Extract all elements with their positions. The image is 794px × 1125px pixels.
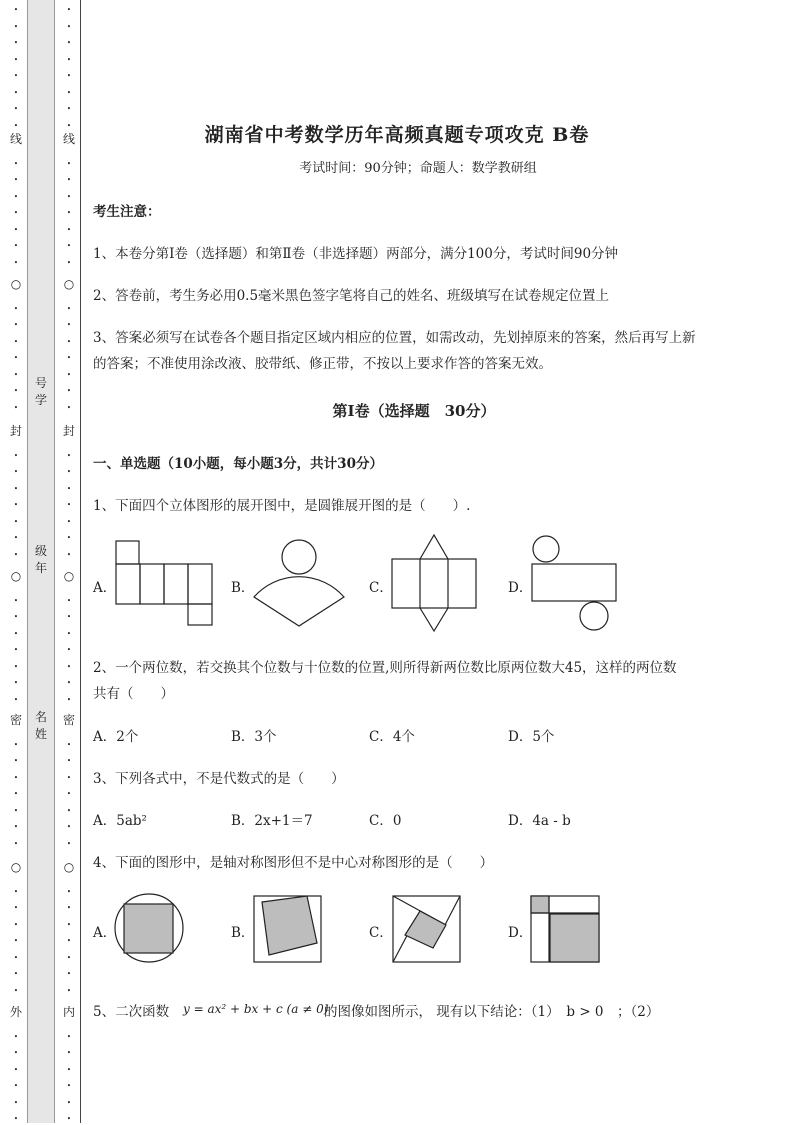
q5-stem: 5、二次函数 bbox=[93, 1004, 170, 1020]
notice-item-1: 1、本卷分第I卷（选择题）和第Ⅱ卷（非选择题）两部分，满分100分，考试时间90分钟 bbox=[93, 246, 619, 262]
binding-dot: • bbox=[13, 39, 19, 47]
binding-dot: • bbox=[13, 534, 19, 542]
q3-option-b[interactable]: B．2x+1＝7 bbox=[231, 813, 313, 829]
binding-dot: • bbox=[66, 321, 72, 329]
q4-figure-c bbox=[393, 896, 460, 962]
binding-dot: • bbox=[13, 88, 19, 97]
binding-label: 外 bbox=[9, 1005, 22, 1019]
q2-option-d[interactable]: D．5个 bbox=[508, 729, 555, 745]
binding-dot: • bbox=[13, 1032, 19, 1041]
binding-dot: • bbox=[66, 970, 72, 978]
binding-dot: • bbox=[13, 6, 19, 14]
binding-dot: • bbox=[66, 790, 72, 798]
binding-dot: • bbox=[66, 22, 72, 31]
binding-dot: • bbox=[13, 354, 19, 362]
binding-dot: • bbox=[66, 304, 72, 313]
q2-option-b[interactable]: B．3个 bbox=[231, 729, 277, 745]
binding-dot: • bbox=[13, 105, 19, 113]
binding-dot: • bbox=[66, 740, 72, 749]
binding-dot: • bbox=[66, 662, 72, 671]
q1-figure-b-cone-net bbox=[254, 540, 344, 626]
binding-dot: • bbox=[13, 629, 19, 638]
binding-dot: • bbox=[13, 403, 19, 412]
binding-dot: • bbox=[13, 986, 19, 995]
binding-dot: • bbox=[13, 1049, 19, 1057]
binding-dot: • bbox=[66, 550, 72, 559]
binding-label: ○ bbox=[10, 860, 22, 874]
binding-dot: • bbox=[13, 484, 19, 493]
binding-dot: • bbox=[13, 1115, 19, 1123]
binding-dot: • bbox=[13, 159, 19, 168]
binding-dot: • bbox=[13, 646, 19, 654]
binding-dot: • bbox=[13, 225, 19, 234]
binding-dot: • bbox=[66, 176, 72, 184]
q2-stem: 2、一个两位数，若交换其个位数与十位数的位置,则所得新两位数比原两位数大45，这样的两位数 bbox=[93, 660, 677, 676]
binding-label: 密 bbox=[62, 713, 75, 727]
binding-dot: • bbox=[13, 468, 19, 476]
binding-label: ○ bbox=[63, 277, 75, 291]
binding-dot: • bbox=[66, 904, 72, 912]
binding-dot: • bbox=[13, 953, 19, 962]
binding-dot: • bbox=[66, 613, 72, 621]
binding-dot: • bbox=[13, 55, 19, 64]
binding-dot: • bbox=[66, 839, 72, 848]
binding-label: 线 bbox=[62, 132, 75, 146]
binding-dot: • bbox=[66, 1082, 72, 1090]
q1-option-b[interactable]: B． bbox=[231, 580, 255, 596]
binding-dot: • bbox=[13, 773, 19, 782]
binding-dot: • bbox=[13, 304, 19, 313]
q1-figure-a-cube-net bbox=[116, 541, 212, 625]
binding-dot: • bbox=[13, 806, 19, 815]
q5-formula: y = ax² + bx + c (a ≠ 0) bbox=[183, 1002, 329, 1016]
page-title: 湖南省中考数学历年高频真题专项攻克 B卷 bbox=[204, 124, 590, 146]
binding-dot: • bbox=[66, 387, 72, 395]
q4-figure-b bbox=[254, 896, 321, 962]
binding-dot: • bbox=[13, 72, 19, 80]
q4-option-a[interactable]: A． bbox=[93, 925, 117, 941]
binding-dot: • bbox=[66, 370, 72, 379]
q4-option-c[interactable]: C． bbox=[369, 925, 393, 941]
binding-dot: • bbox=[66, 646, 72, 654]
binding-dot: • bbox=[13, 517, 19, 526]
q4-stem: 4、下面的图形中，是轴对称图形但不是中心对称图形的是（ ） bbox=[93, 855, 494, 871]
grade-field[interactable]: 级年 bbox=[34, 544, 47, 575]
binding-dot: • bbox=[66, 337, 72, 346]
binding-dot: • bbox=[13, 662, 19, 671]
exam-info: 考试时间：90分钟；命题人：数学教研组 bbox=[299, 161, 537, 176]
q2-option-c[interactable]: C．4个 bbox=[369, 729, 415, 745]
q1-figure-c-prism-net bbox=[392, 535, 476, 631]
binding-dot: • bbox=[66, 6, 72, 14]
binding-dot: • bbox=[66, 937, 72, 945]
notice-item-2: 2、答卷前，考生务必用0.5毫米黑色签字笔将自己的姓名、班级填写在试卷规定位置上 bbox=[93, 288, 610, 304]
q4-figure-d bbox=[531, 896, 599, 962]
binding-dot: • bbox=[66, 920, 72, 929]
binding-dot: • bbox=[13, 679, 19, 687]
q4-figure-a bbox=[115, 894, 183, 962]
q1-option-c[interactable]: C． bbox=[369, 580, 393, 596]
binding-dot: • bbox=[66, 242, 72, 250]
binding-dot: • bbox=[13, 823, 19, 831]
q4-option-d[interactable]: D． bbox=[508, 925, 533, 941]
binding-dot: • bbox=[66, 451, 72, 460]
binding-dot: • bbox=[66, 534, 72, 542]
part-heading: 一、单选题（10小题，每小题3分，共计30分） bbox=[93, 456, 383, 472]
binding-dot: • bbox=[13, 22, 19, 31]
binding-dot: • bbox=[66, 209, 72, 217]
notice-item-3: 3、答案必须写在试卷各个题目指定区域内相应的位置，如需改动，先划掉原来的答案，然后再写上新 bbox=[93, 330, 696, 346]
binding-dot: • bbox=[66, 757, 72, 765]
binding-label: ○ bbox=[63, 569, 75, 583]
binding-dot: • bbox=[13, 501, 19, 509]
binding-dot: • bbox=[66, 679, 72, 687]
binding-label: ○ bbox=[10, 569, 22, 583]
binding-dot: • bbox=[13, 1065, 19, 1074]
binding-dot: • bbox=[13, 596, 19, 605]
binding-dot: • bbox=[13, 258, 19, 267]
q3-option-c[interactable]: C．0 bbox=[369, 813, 402, 829]
binding-dot: • bbox=[66, 55, 72, 64]
binding-dot: • bbox=[13, 695, 19, 704]
binding-label: 封 bbox=[9, 424, 22, 438]
binding-dot: • bbox=[66, 192, 72, 201]
binding-dot: • bbox=[66, 517, 72, 526]
binding-dot: • bbox=[66, 887, 72, 896]
binding-dot: • bbox=[66, 39, 72, 47]
binding-dot: • bbox=[66, 773, 72, 782]
binding-dot: • bbox=[66, 121, 72, 130]
binding-dot: • bbox=[13, 242, 19, 250]
binding-label: 密 bbox=[9, 713, 22, 727]
binding-dot: • bbox=[13, 839, 19, 848]
notice-item-3-cont: 的答案；不准使用涂改液、胶带纸、修正带，不按以上要求作答的答案无效。 bbox=[93, 356, 552, 372]
binding-dot: • bbox=[66, 468, 72, 476]
binding-dot: • bbox=[66, 72, 72, 80]
binding-dot: • bbox=[66, 629, 72, 638]
binding-dot: • bbox=[13, 790, 19, 798]
q2-option-a[interactable]: A．2个 bbox=[93, 729, 139, 745]
binding-dot: • bbox=[66, 806, 72, 815]
binding-dot: • bbox=[13, 920, 19, 929]
binding-dot: • bbox=[13, 192, 19, 201]
binding-dot: • bbox=[66, 501, 72, 509]
binding-dot: • bbox=[13, 887, 19, 896]
binding-label: ○ bbox=[63, 860, 75, 874]
binding-dot: • bbox=[66, 823, 72, 831]
binding-dot: • bbox=[66, 484, 72, 493]
binding-dot: • bbox=[13, 337, 19, 346]
binding-dot: • bbox=[66, 986, 72, 995]
binding-dot: • bbox=[66, 1032, 72, 1041]
binding-dot: • bbox=[13, 321, 19, 329]
q1-option-a[interactable]: A． bbox=[93, 580, 117, 596]
q3-stem: 3、下列各式中，不是代数式的是（ ） bbox=[93, 771, 345, 787]
binding-dot: • bbox=[13, 209, 19, 217]
binding-dot: • bbox=[66, 88, 72, 97]
binding-dot: • bbox=[66, 953, 72, 962]
binding-label: 线 bbox=[9, 132, 22, 146]
student-id-field[interactable]: 号学 bbox=[34, 376, 47, 407]
binding-dot: • bbox=[66, 403, 72, 412]
q1-option-d[interactable]: D． bbox=[508, 580, 533, 596]
name-field[interactable]: 名姓 bbox=[34, 710, 47, 741]
binding-dot: • bbox=[13, 451, 19, 460]
notice-heading: 考生注意： bbox=[93, 204, 161, 220]
section-title: 第I卷（选择题 30分） bbox=[332, 402, 496, 420]
q3-option-d[interactable]: D．4a - b bbox=[508, 813, 571, 829]
binding-dot: • bbox=[66, 596, 72, 605]
binding-label: 封 bbox=[62, 424, 75, 438]
binding-dot: • bbox=[66, 105, 72, 113]
binding-dot: • bbox=[13, 937, 19, 945]
binding-label: 内 bbox=[62, 1005, 75, 1019]
binding-dot: • bbox=[13, 550, 19, 559]
binding-dot: • bbox=[13, 176, 19, 184]
binding-dot: • bbox=[66, 1065, 72, 1074]
binding-dot: • bbox=[66, 225, 72, 234]
q1-stem: 1、下面四个立体图形的展开图中，是圆锥展开图的是（ ）. bbox=[93, 498, 471, 514]
binding-dot: • bbox=[66, 695, 72, 704]
binding-dot: • bbox=[66, 1049, 72, 1057]
q2-stem-cont: 共有（ ） bbox=[93, 686, 174, 702]
binding-dot: • bbox=[13, 613, 19, 621]
q1-figure-d-cylinder-net bbox=[532, 536, 616, 630]
binding-dot: • bbox=[66, 1098, 72, 1107]
binding-dot: • bbox=[13, 757, 19, 765]
binding-dot: • bbox=[13, 1098, 19, 1107]
binding-dot: • bbox=[66, 258, 72, 267]
binding-dot: • bbox=[13, 387, 19, 395]
binding-dot: • bbox=[13, 1082, 19, 1090]
binding-dot: • bbox=[13, 370, 19, 379]
binding-dot: • bbox=[13, 121, 19, 130]
binding-dot: • bbox=[13, 904, 19, 912]
binding-dot: • bbox=[13, 970, 19, 978]
binding-dot: • bbox=[13, 740, 19, 749]
binding-dot: • bbox=[66, 1115, 72, 1123]
q5-stem-cont: 的图像如图所示， 现有以下结论：（1） b > 0 ；（2） bbox=[324, 1004, 660, 1020]
binding-dot: • bbox=[66, 159, 72, 168]
q3-option-a[interactable]: A．5ab² bbox=[93, 813, 147, 829]
binding-dot: • bbox=[66, 354, 72, 362]
binding-label: ○ bbox=[10, 277, 22, 291]
q4-option-b[interactable]: B． bbox=[231, 925, 255, 941]
